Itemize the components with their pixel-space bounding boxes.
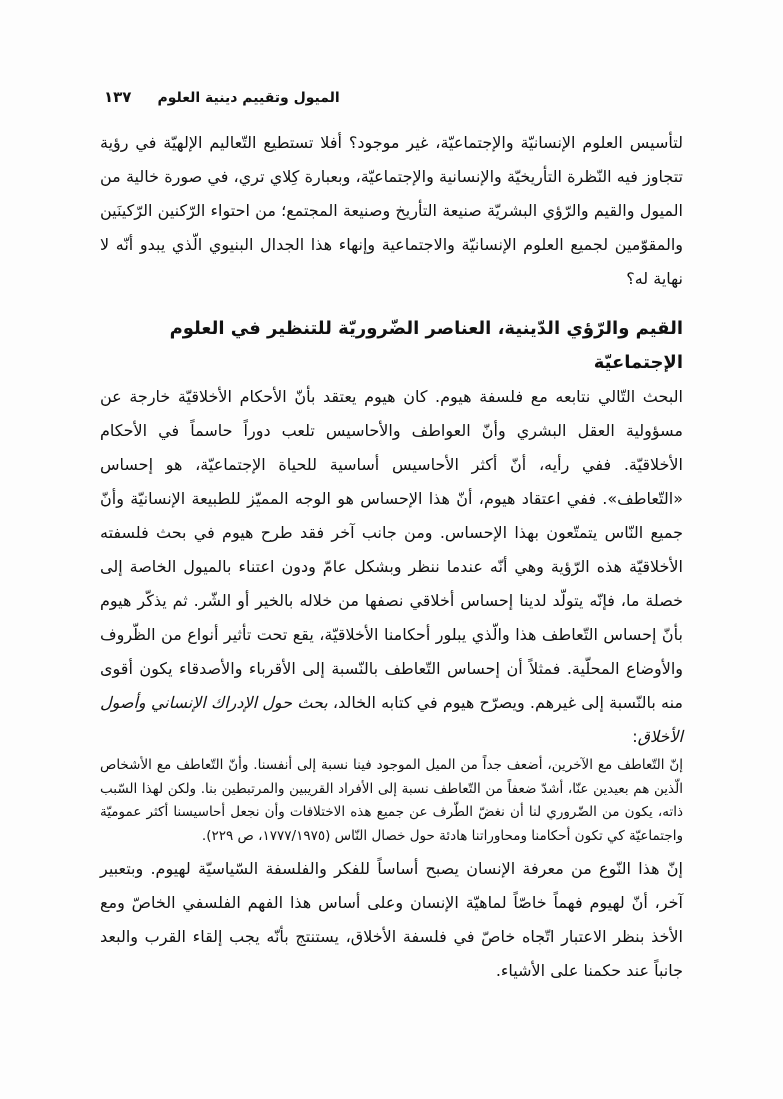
paragraph-1-colon: : <box>632 727 638 746</box>
page-number: ١٣٧ <box>104 88 132 106</box>
intro-paragraph: لتأسيس العلوم الإنسانيّة والإجتماعيّة، غير موجود؟ أفلا تستطيع التّعاليم الإلهيّة في رؤية تتجاوز فيه النّظرة التأريخيّة والإنسانية والإجتماعيّة، وبعبارة كِلاي تري، في صورة خالية من الميول والقيم والرّؤي البشريّة صنيعة التأريخ وصنيعة المجتمع؛ من احتواء الرّكنين الرّكينَين والمقوّمين لجميع العلوم الإنسانيّة والاجتماعية وإنهاء هذا الجدال البنيوي الّذي يبدو أنّه لا نهاية له؟ <box>100 133 683 288</box>
body-paragraph-1 <box>100 380 683 754</box>
section-heading: القيم والرّؤي الدّينية، العناصر الضّروريّة للتنظير في العلوم الإجتماعيّة <box>169 318 683 373</box>
block-quote: إنّ التّعاطف مع الآخرين، أضعف جداً من الميل الموجود فينا نسبة إلى أنفسنا. وأنّ التّعاطف مع الأشخاص الّذين هم بعيدين عنّا، أشدّ ضعفاً من التّعاطف نسبة إلى الأفراد القريبين والمرتبطين بنا. ولكن لهذا السّبب ذاته، يكون من الضّروري لنا أن نغضّ الطّرف عن جميع هذه الاختلافات وأن نجعل أحاسيسنا أكثر عموميّة واجتماعيّة كي تكون أحكامنا ومحاوراتنا هادئة حول خصال النّاس (١٧٧٧/١٩٧٥، ص ٢٢٩). <box>100 757 683 844</box>
running-header <box>104 88 340 106</box>
running-title: الميول وتقييم دينية العلوم <box>157 90 340 106</box>
page-body <box>100 126 683 988</box>
book-title: بحث حول الإدراك الإنساني وأصول الأخلاق <box>100 693 683 746</box>
paragraph-1-text: البحث التّالي نتابعه مع فلسفة هيوم. كان هيوم يعتقد بأنّ الأحكام الأخلاقيّة خارجة عن مسؤولية العقل البشري وأنّ العواطف والأحاسيس تلعب دوراً حاسماً في الأحكام الأخلاقيّة. ففي رأيه، أنّ أكثر الأحاسيس أساسية للحياة الإجتماعيّة، هو إحساس «التّعاطف». ففي اعتقاد هيوم، أنّ هذا الإحساس هو الوجه المميّز للطبيعة الإنسانيّة وأنّ جميع النّاس يتمتّعون بهذا الإحساس. ومن جانب آخر فقد طرح هيوم في بحث فلسفته الأخلاقيّة هذه الرّؤية وهي أنّه عندما ننظر وبشكل عامّ ودون اعتناء بالميول الخاصة إلى خصلة ما، فإنّه يتولّد لدينا إحساس أخلاقي نصفها من خلاله بالخير أو الشّر. ثم يذكّر هيوم بأنّ إحساس التّعاطف هذا والّذي يبلور أحكامنا الأخلاقيّة، يقع تحت تأثير أنواع من الظّروف والأوضاع المحلّية. فمثلاً أن إحساس التّعاطف بالنّسبة إلى الأقرباء والأصدقاء يكون أقوى منه بالنّسبة إلى غيرهم. ويصرّح هيوم في كتابه الخالد، <box>100 387 683 712</box>
body-paragraph-2: إنّ هذا النّوع من معرفة الإنسان يصبح أساساً للفكر والفلسفة السّياسيّة لهيوم. وبتعبير آخر، أنّ لهيوم فهماً خاصّاً لماهيّة الإنسان وعلى أساس هذا الفهم الفلسفي الخاصّ ومع الأخذ بنظر الاعتبار اتّجاه خاصّ في فلسفة الأخلاق، يستنتج بأنّه يجب إلقاء القرب والبعد جانباً عند حكمنا على الأشياء. <box>100 859 683 980</box>
